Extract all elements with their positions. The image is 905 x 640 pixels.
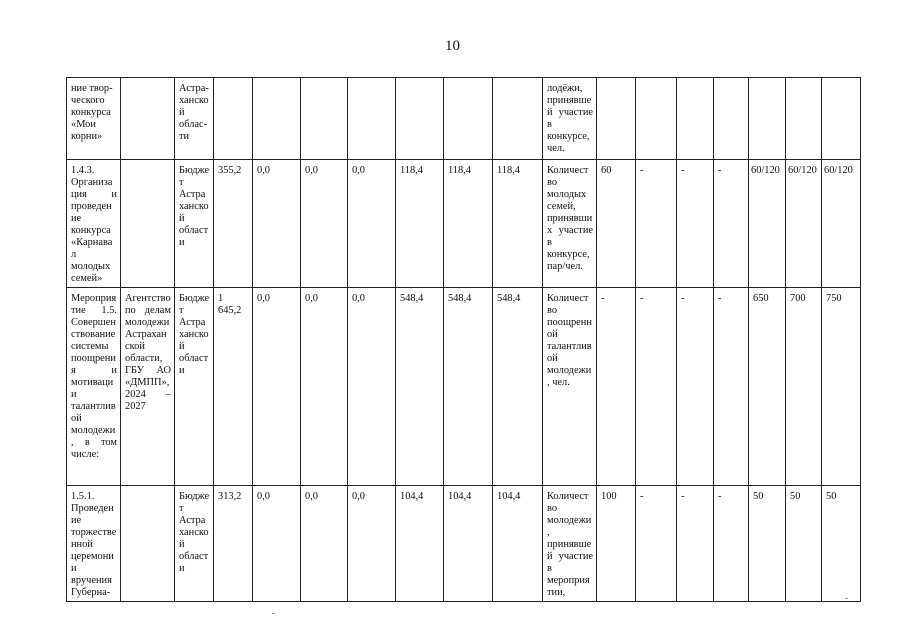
target-cell (677, 78, 714, 160)
indicator-cell: лодёжи, принявшей участие в конкурсе, чел. (543, 78, 597, 160)
funding-source-cell: Бюджет Астраханской области (175, 160, 214, 288)
target-cell: 60/120 (786, 160, 822, 288)
funding-source-cell: Астра-ханской облас-ти (175, 78, 214, 160)
target-cell: - (597, 288, 636, 486)
indicator-cell: Количество молодежи, принявшей участие в мероприятии, (543, 486, 597, 602)
executor-cell (121, 78, 175, 160)
value-cell: 548,4 (493, 288, 543, 486)
value-cell: 548,4 (396, 288, 444, 486)
table-row (67, 78, 861, 160)
value-cell: 104,4 (493, 486, 543, 602)
value-cell: 118,4 (396, 160, 444, 288)
measure-name-cell: 1.4.3. Организация и проведение конкурса «Карнавал молодых семей» (67, 160, 121, 288)
value-cell (396, 78, 444, 160)
value-cell: 104,4 (396, 486, 444, 602)
measure-name-cell (67, 78, 121, 160)
value-cell: 0,0 (253, 288, 301, 486)
value-cell: 0,0 (301, 486, 348, 602)
target-cell (822, 78, 861, 160)
target-cell: 50 (749, 486, 786, 602)
table-row (67, 160, 861, 288)
indicator-cell: Количество поощренной талантливой молодежи, чел. (543, 288, 597, 486)
target-cell: - (636, 486, 677, 602)
value-cell: 118,4 (493, 160, 543, 288)
indicator-cell: Количество молодых семей, принявших участие в конкурсе, пар/чел. (543, 160, 597, 288)
target-cell: - (677, 486, 714, 602)
target-cell: 650 (749, 288, 786, 486)
value-cell: 0,0 (348, 486, 396, 602)
target-cell: - (714, 288, 749, 486)
value-cell: 1 645,2 (214, 288, 253, 486)
target-cell: 60/120 (822, 160, 861, 288)
target-cell (714, 78, 749, 160)
value-cell: 0,0 (301, 288, 348, 486)
target-cell: - (677, 160, 714, 288)
value-cell: 0,0 (348, 288, 396, 486)
value-cell: 0,0 (253, 486, 301, 602)
table-row (67, 486, 861, 602)
target-cell: 50 (786, 486, 822, 602)
target-cell (749, 78, 786, 160)
value-cell: 548,4 (444, 288, 493, 486)
target-cell (597, 78, 636, 160)
value-cell: 313,2 (214, 486, 253, 602)
value-cell: 355,2 (214, 160, 253, 288)
value-cell (214, 78, 253, 160)
target-cell: 100 (597, 486, 636, 602)
value-cell: 0,0 (348, 160, 396, 288)
value-cell: 0,0 (301, 160, 348, 288)
target-cell: 60 (597, 160, 636, 288)
target-cell: 700 (786, 288, 822, 486)
measure-name-cell: Мероприятие 1.5. Совершенствование системы поощрения и мотивации талантливой молодежи, в том числе: (67, 288, 121, 486)
scan-mark (272, 613, 275, 614)
value-cell (253, 78, 301, 160)
target-cell: - (636, 160, 677, 288)
target-cell (786, 78, 822, 160)
value-cell: 118,4 (444, 160, 493, 288)
target-cell (636, 78, 677, 160)
target-cell: - (714, 160, 749, 288)
scan-mark (845, 598, 848, 599)
program-table (66, 77, 861, 602)
target-cell: - (677, 288, 714, 486)
target-cell: 750 (822, 288, 861, 486)
value-cell: 104,4 (444, 486, 493, 602)
value-cell: 0,0 (253, 160, 301, 288)
executor-cell (121, 486, 175, 602)
measure-name-text: ние твор-ческого конкурса «Мои корни» (71, 83, 113, 142)
target-cell: 50 (822, 486, 861, 602)
target-cell: - (636, 288, 677, 486)
funding-source-cell: Бюджет Астраханской области (175, 486, 214, 602)
funding-source-cell: Бюджет Астраханской области (175, 288, 214, 486)
target-cell: - (714, 486, 749, 602)
value-cell (348, 78, 396, 160)
executor-cell (121, 160, 175, 288)
value-cell (444, 78, 493, 160)
executor-cell: Агентство по делам молодежи Астраханской области, ГБУ АО «ДМПП», 2024 – 2027 (121, 288, 175, 486)
measure-name-cell: 1.5.1. Проведение торжественной церемонии вручения Губерна- (67, 486, 121, 602)
target-cell: 60/120 (749, 160, 786, 288)
table-row (67, 288, 861, 486)
value-cell (301, 78, 348, 160)
value-cell (493, 78, 543, 160)
page-number: 10 (445, 38, 460, 54)
